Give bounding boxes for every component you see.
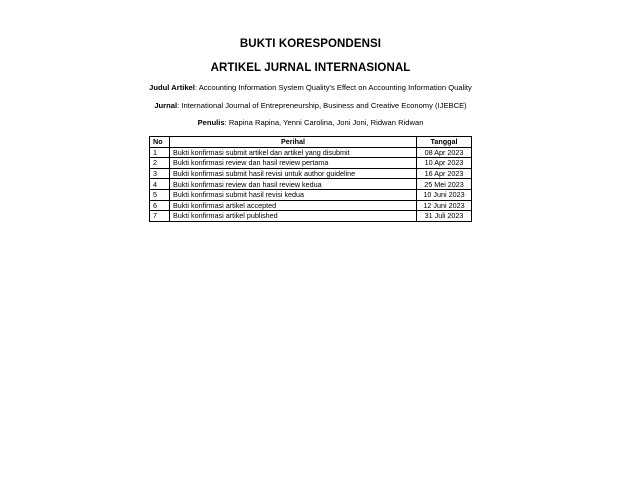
cell-no: 7 — [150, 211, 170, 222]
cell-tanggal: 10 Juni 2023 — [417, 189, 472, 200]
cell-tanggal: 16 Apr 2023 — [417, 168, 472, 179]
cell-perihal: Bukti konfirmasi review dan hasil review kedua — [170, 179, 417, 190]
cell-tanggal: 12 Juni 2023 — [417, 200, 472, 211]
table-row — [150, 147, 472, 158]
document-title: BUKTI KORESPONDENSI — [239, 38, 382, 50]
cell-perihal: Bukti konfirmasi submit hasil revisi kedua — [170, 189, 417, 200]
journal-line — [0, 101, 621, 110]
cell-perihal: Bukti konfirmasi artikel accepted — [170, 200, 417, 211]
article-title-line — [0, 83, 621, 92]
cell-no: 5 — [150, 189, 170, 200]
authors-label: Penulis — [197, 118, 225, 127]
table-row — [150, 189, 472, 200]
table-header-row — [150, 137, 472, 148]
cell-no: 1 — [150, 147, 170, 158]
cell-perihal: Bukti konfirmasi review dan hasil review pertama — [170, 158, 417, 169]
cell-perihal: Bukti konfirmasi submit hasil revisi untuk author guideline — [170, 168, 417, 179]
table-row — [150, 211, 472, 222]
journal-label: Jurnal — [154, 101, 178, 110]
table-row — [150, 179, 472, 190]
article-title-value: : Accounting Information System Quality's Effect on Accounting Information Quality — [194, 83, 472, 92]
correspondence-table — [149, 136, 472, 222]
cell-no: 4 — [150, 179, 170, 190]
table-row — [150, 168, 472, 179]
cell-tanggal: 08 Apr 2023 — [417, 147, 472, 158]
column-header-perihal: Perihal — [170, 137, 417, 148]
column-header-no: No — [150, 137, 170, 148]
journal-value: : International Journal of Entrepreneurship, Business and Creative Economy (IJEBCE) — [177, 101, 467, 110]
cell-no: 2 — [150, 158, 170, 169]
table-row — [150, 200, 472, 211]
authors-value: : Rapina Rapina, Yenni Carolina, Joni Joni, Ridwan Ridwan — [224, 118, 424, 127]
cell-no: 6 — [150, 200, 170, 211]
document-subtitle: ARTIKEL JURNAL INTERNASIONAL — [210, 62, 411, 74]
authors-line — [0, 118, 621, 127]
column-header-tanggal: Tanggal — [417, 137, 472, 148]
cell-no: 3 — [150, 168, 170, 179]
cell-tanggal: 31 Juli 2023 — [417, 211, 472, 222]
cell-tanggal: 10 Apr 2023 — [417, 158, 472, 169]
article-title-label: Judul Artikel — [149, 83, 195, 92]
table-row — [150, 158, 472, 169]
cell-tanggal: 25 Mei 2023 — [417, 179, 472, 190]
cell-perihal: Bukti konfirmasi submit artikel dan artikel yang disubmit — [170, 147, 417, 158]
cell-perihal: Bukti konfirmasi artikel published — [170, 211, 417, 222]
